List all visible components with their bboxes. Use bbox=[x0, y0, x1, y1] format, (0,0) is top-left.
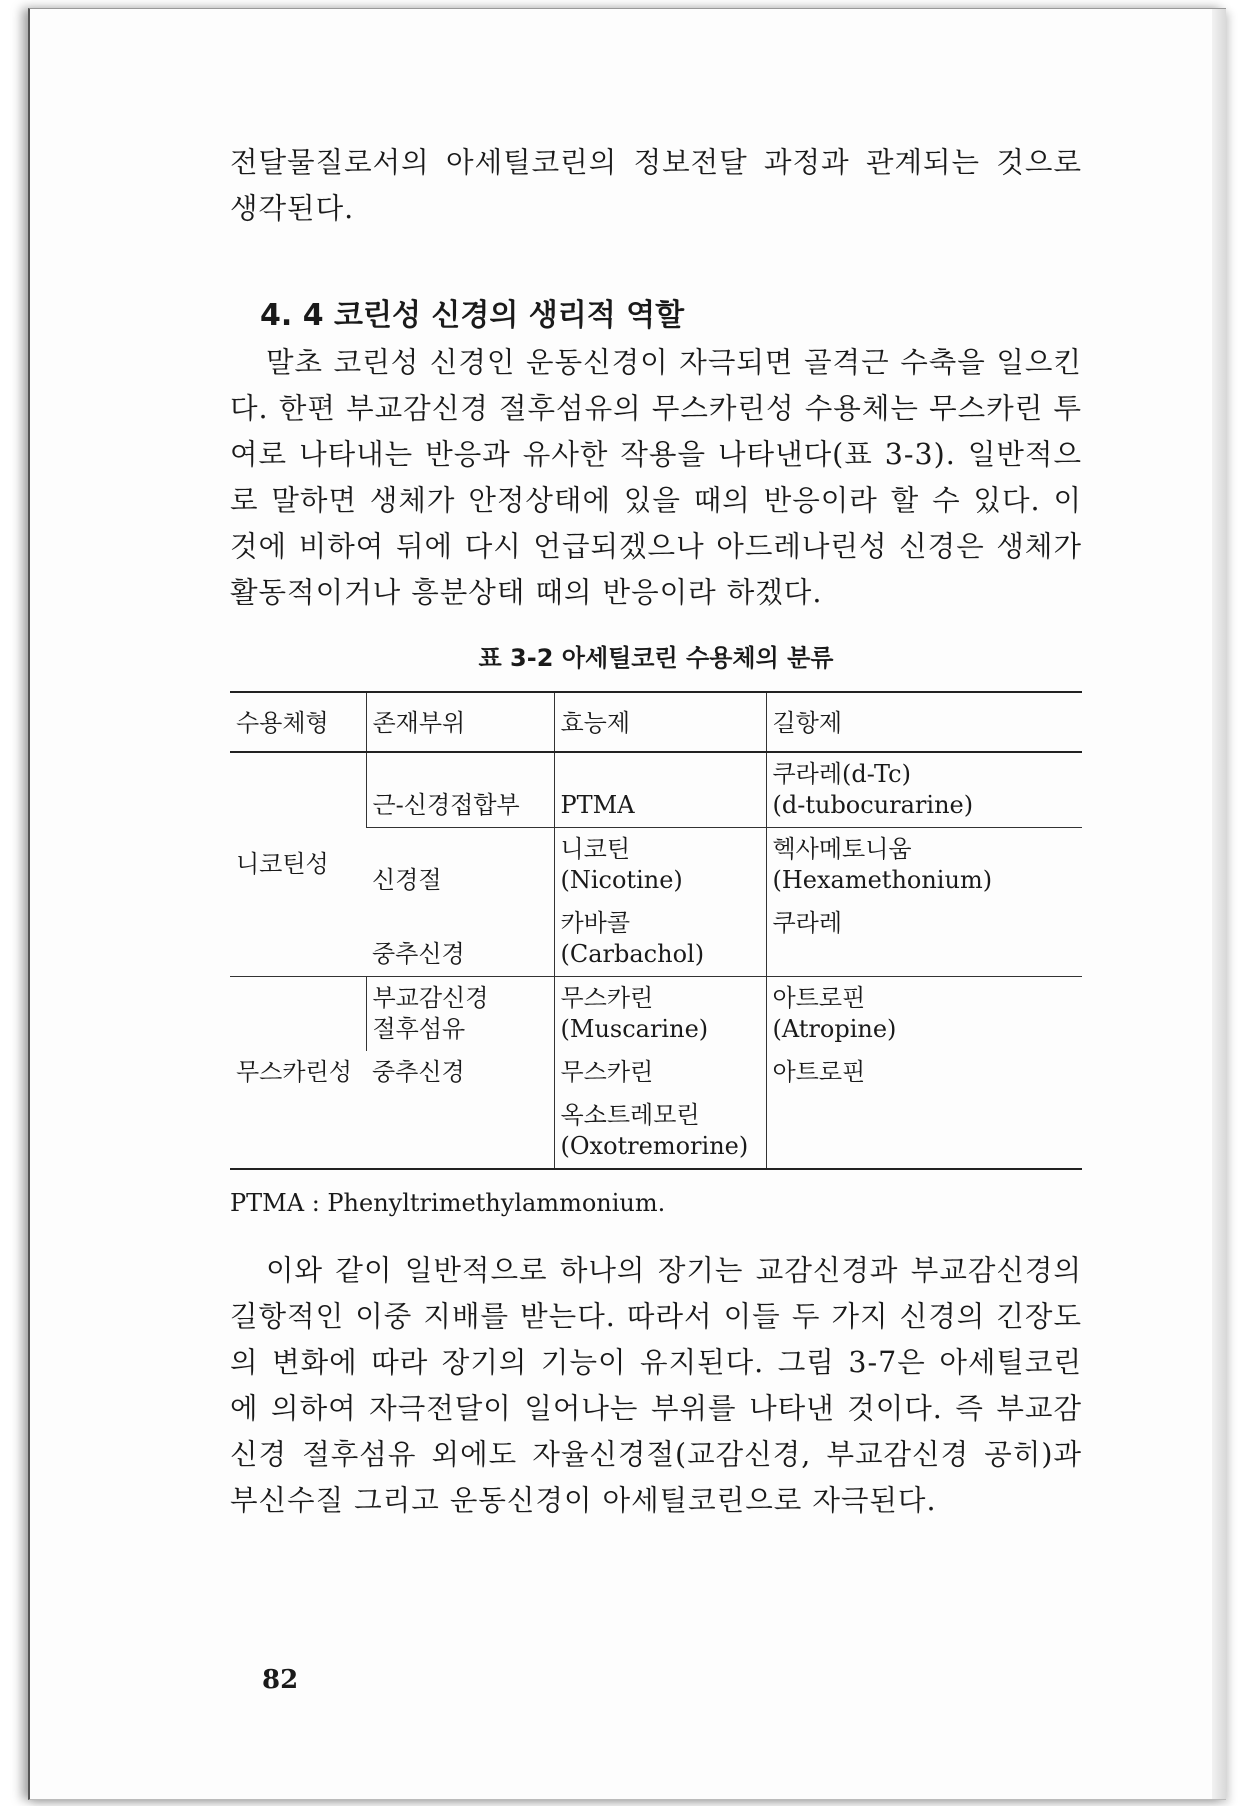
section-paragraph: 말초 코린성 신경인 운동신경이 자극되면 골격근 수축을 일으킨다. 한편 부교감신경 절후섬유의 무스카린성 수용체는 무스카린 투여로 나타내는 반응과 유사한 작용을 나타낸다(표 3-3). 일반적으로 말하면 생체가 안정상태에 있을 때의 반응이라 할 수 있다. 이것에 비하여 뒤에 다시 언급되겠으나 아드레나린성 신경은 생체가 활동적이거나 흥분상태 때의 반응이라 하겠다. bbox=[230, 346, 1082, 609]
section-heading: 4. 4 코린성 신경의 생리적 역할 bbox=[260, 298, 685, 333]
table-cell: 쿠라레 bbox=[766, 902, 1082, 977]
header-agonist: 효능제 bbox=[554, 692, 766, 752]
receptor-type-nicotinic: 니코틴성 bbox=[230, 752, 366, 977]
table-cell: 중추신경 bbox=[366, 902, 554, 977]
table-cell: 카바콜 (Carbachol) bbox=[554, 902, 766, 977]
table-cell: 부교감신경 절후섬유 bbox=[366, 977, 554, 1052]
table-cell bbox=[366, 1094, 554, 1169]
table-cell: 무스카린 bbox=[554, 1051, 766, 1094]
table-cell: 신경절 bbox=[372, 866, 442, 894]
table-cell bbox=[766, 1094, 1082, 1169]
final-paragraph: 이와 같이 일반적으로 하나의 장기는 교감신경과 부교감신경의 길항적인 이중 지배를 받는다. 따라서 이들 두 가지 신경의 긴장도의 변화에 따라 장기의 기능이 유지된다. 그림 3-7은 아세틸코린에 의하여 자극전달이 일어나는 부위를 나타낸 것이다. 즉 부교감신경 절후섬유 외에도 자율신경절(교감신경, 부교감신경 공히)과 부신수질 그리고 운동신경이 아세틸코린으로 자극된다. bbox=[230, 1254, 1082, 1517]
table-cell: 근-신경접합부 bbox=[366, 752, 554, 828]
page-content bbox=[230, 140, 1082, 1524]
header-receptor-type: 수용체형 bbox=[230, 692, 366, 752]
receptor-table bbox=[230, 691, 1082, 1170]
table-cell: 헥사메토니움 (Hexamethonium) bbox=[766, 828, 1082, 903]
table-row-nicotinic-1 bbox=[230, 752, 1082, 828]
intro-paragraph: 전달물질로서의 아세틸코린의 정보전달 과정과 관계되는 것으로 생각된다. bbox=[230, 146, 1082, 225]
table-row-muscarinic-1 bbox=[230, 977, 1082, 1052]
table-cell: 무스카린 (Muscarine) bbox=[554, 977, 766, 1052]
table-cell: 중추신경 bbox=[372, 1058, 465, 1086]
page-edge bbox=[1212, 9, 1226, 1799]
header-site: 존재부위 bbox=[366, 692, 554, 752]
page-number: 82 bbox=[262, 1665, 299, 1695]
table-header-row bbox=[230, 692, 1082, 752]
table-cell: 옥소트레모린 (Oxotremorine) bbox=[554, 1094, 766, 1169]
table-cell: 아트로핀 (Atropine) bbox=[766, 977, 1082, 1052]
table-cell: PTMA bbox=[554, 752, 766, 828]
table-caption: 표 3-2 아세틸코린 수용체의 분류 bbox=[478, 644, 834, 672]
table-cell: 아트로핀 bbox=[766, 1051, 1082, 1094]
header-antagonist: 길항제 bbox=[766, 692, 1082, 752]
receptor-type-muscarinic: 무스카린성 bbox=[230, 977, 366, 1170]
table-cell: 쿠라레(d-Tc) (d-tubocurarine) bbox=[766, 752, 1082, 828]
table-footnote: PTMA : Phenyltrimethylammonium. bbox=[230, 1189, 666, 1217]
table-cell: 니코틴 (Nicotine) bbox=[554, 828, 766, 903]
